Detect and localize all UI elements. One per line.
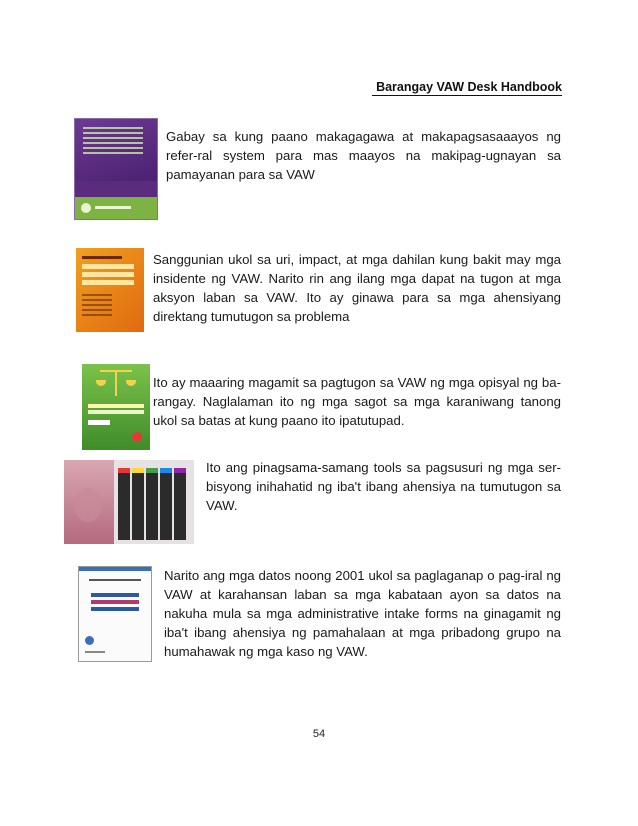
book-cover-statistical-handbook-image (78, 566, 152, 662)
running-header: Barangay VAW Desk Handbook (372, 80, 562, 96)
entry-description: Ito ay maaaring magamit sa pagtugon sa VAW ng mga opisyal ng ba-rangay. Naglalaman ito ng mga sagot sa mga karaniwang tanong ukol sa batas at kung paano ito ipatutupad. (153, 375, 561, 428)
entry-description: Narito ang mga datos noong 2001 ukol sa paglaganap o pag-iral ng VAW at karahansan laban sa mga kabataan ayon sa datos na nakuha mula sa mga administrative intake forms na ginagamit ng iba't ibang ahensiya ng pamahalaan at mga pribadong grupo na humahawak ng mga kaso ng VAW. (164, 568, 561, 659)
entry-description: Ito ang pinagsama-samang tools sa pagsusuri ng mga ser-bisyong inihahatid ng iba't ibang ahensiya na tumutugon sa VAW. (206, 460, 561, 513)
page-number: 54 (312, 728, 326, 740)
book-cover-primer-image (82, 364, 150, 450)
book-cover-guidelines-image (74, 118, 158, 220)
entry-description: Gabay sa kung paano makagagawa at makapagsasaaayos ng refer-ral system para mas maayos na makipag-ugnayan sa pamayanan para sa VAW (166, 129, 561, 182)
book-cover-vaw-reference-image (76, 248, 144, 332)
entry-description: Sanggunian ukol sa uri, impact, at mga dahilan kung bakit may mga insidente ng VAW. Narito rin ang ilang mga dapat na tugon at mga aksyon laban sa VAW. Ito ay ginawa para sa mga ahensiyang direktang tumutugon sa problema (153, 252, 561, 324)
book-set-assessment-tools-image (64, 460, 194, 544)
